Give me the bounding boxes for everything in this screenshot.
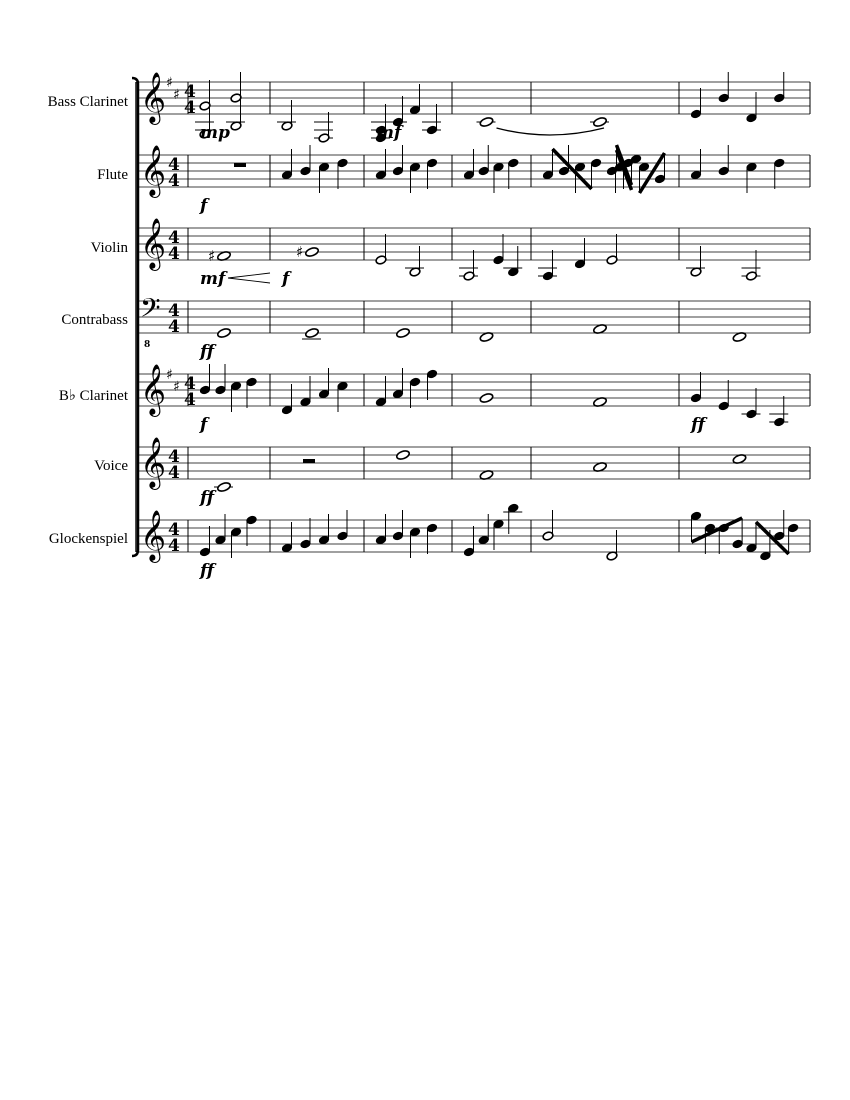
- time-signature-denominator: 4: [168, 171, 180, 191]
- whole-rest-icon: [234, 163, 246, 167]
- staff-1: [138, 145, 810, 216]
- whole-note: [479, 392, 494, 403]
- dynamic-marking: f: [282, 269, 290, 289]
- treble-clef-icon: 𝄞: [140, 218, 167, 269]
- beam: [692, 518, 743, 542]
- sharp-accidental-icon: ♯: [296, 243, 304, 261]
- whole-note: [217, 481, 232, 492]
- dynamic-marking: ff: [200, 561, 215, 581]
- dynamic-marking: ff: [200, 342, 215, 362]
- sharp-accidental-icon: ♯: [208, 247, 216, 265]
- staff-0: [138, 72, 810, 143]
- dynamic-marking: mp: [200, 123, 230, 143]
- half-rest-icon: [303, 459, 315, 463]
- key-sharp-icon: ♯: [166, 367, 173, 383]
- crescendo-hairpin: [228, 273, 270, 283]
- time-signature-numerator: 4: [168, 301, 180, 321]
- treble-clef-icon: 𝄞: [140, 72, 167, 123]
- time-signature-denominator: 4: [168, 317, 180, 337]
- system-bracket: [132, 78, 138, 556]
- whole-note: [305, 327, 320, 338]
- staff-4: [138, 364, 810, 435]
- staff-3: [138, 292, 810, 362]
- dynamic-marking: mf: [200, 269, 226, 289]
- time-signature-numerator: 4: [168, 520, 180, 540]
- instrument-name-glockenspiel: Glockenspiel: [48, 531, 128, 547]
- key-sharp-icon: ♯: [166, 75, 173, 91]
- dynamic-marking: f: [200, 415, 208, 435]
- key-sharp-icon: ♯: [173, 87, 180, 103]
- time-signature-denominator: 4: [168, 463, 180, 483]
- time-signature-numerator: 4: [184, 82, 196, 102]
- instrument-name-flute: Flute: [97, 167, 128, 183]
- treble-clef-icon: 𝄞: [140, 145, 167, 196]
- staff-6: [138, 503, 810, 581]
- instrument-name-voice: Voice: [94, 458, 128, 474]
- time-signature-denominator: 4: [168, 244, 180, 264]
- whole-note: [396, 449, 411, 460]
- ottava-bassa-marker: 8: [144, 340, 151, 350]
- time-signature-numerator: 4: [168, 228, 180, 248]
- instrument-name-bass-clarinet: Bass Clarinet: [47, 94, 128, 110]
- time-signature-numerator: 4: [168, 155, 180, 175]
- whole-note: [305, 246, 320, 257]
- instrument-name-bb-clarinet: B♭ Clarinet: [58, 388, 128, 404]
- dynamic-marking: ff: [200, 488, 215, 508]
- dynamic-marking: f: [200, 196, 208, 216]
- key-sharp-icon: ♯: [173, 379, 180, 395]
- whole-note: [217, 327, 232, 338]
- time-signature-numerator: 4: [184, 374, 196, 394]
- time-signature-denominator: 4: [168, 536, 180, 556]
- instrument-name-violin: Violin: [90, 240, 128, 256]
- time-signature-numerator: 4: [168, 447, 180, 467]
- dynamic-marking: mf: [376, 123, 402, 143]
- whole-note: [396, 327, 411, 338]
- dynamic-marking: ff: [691, 415, 706, 435]
- bass-clef-icon: 𝄢: [140, 292, 161, 330]
- instrument-name-contrabass: Contrabass: [61, 312, 128, 328]
- whole-note: [479, 116, 494, 127]
- treble-clef-icon: 𝄞: [140, 364, 167, 415]
- staff-2: [138, 218, 810, 289]
- whole-note: [593, 116, 608, 127]
- staff-5: [138, 437, 810, 508]
- tie: [497, 128, 605, 135]
- treble-clef-icon: 𝄞: [140, 510, 167, 561]
- time-signature-denominator: 4: [184, 98, 196, 118]
- time-signature-denominator: 4: [184, 390, 196, 410]
- treble-clef-icon: 𝄞: [140, 437, 167, 488]
